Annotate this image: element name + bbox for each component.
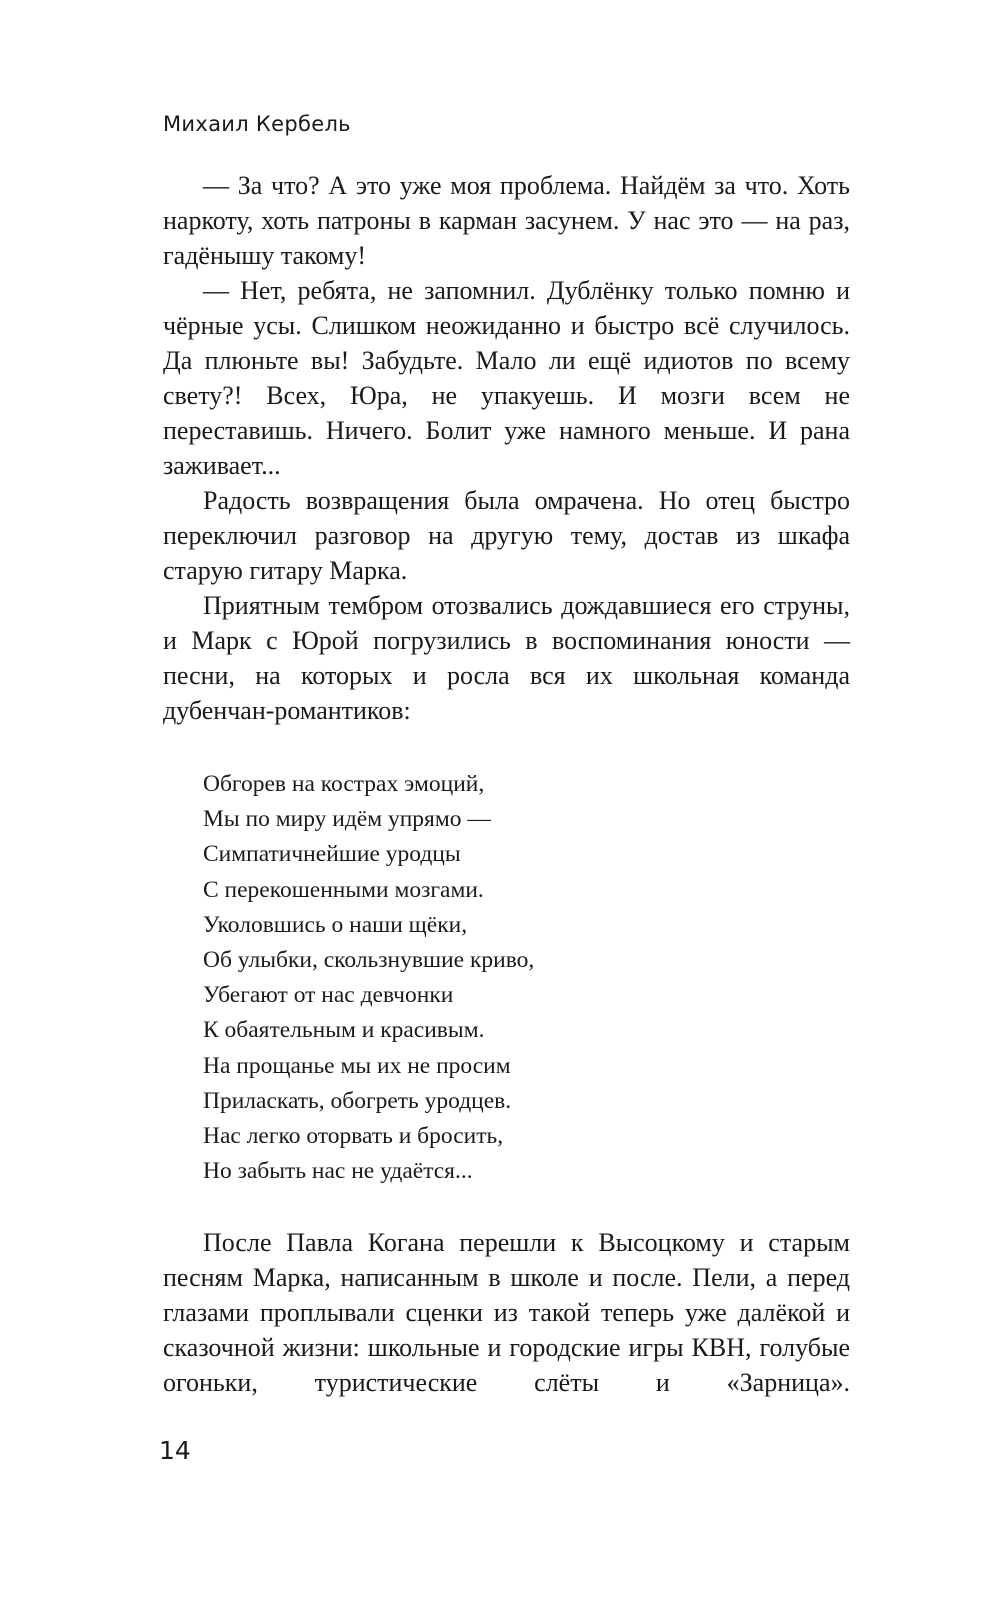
poem-line: Уколовшись о наши щёки, — [203, 911, 468, 938]
paragraph: Приятным тембром отозвались дождавшиеся его струны, и Марк с Юрой погрузились в воспоминания юности — песни, на которых и росла вся их школьная команда дубенчан-романтиков: — [163, 591, 850, 725]
poem-block — [203, 767, 534, 1189]
running-head-author: Михаил Кербель — [163, 112, 351, 136]
paragraph: — За что? А это уже моя проблема. Найдём за что. Хоть наркоту, хоть патроны в карман засунем. У нас это — на раз, гадёнышу такому! — [163, 171, 850, 270]
poem-line: Нас легко оторвать и бросить, — [203, 1123, 504, 1150]
poem-line: Симпатичнейшие уродцы — [203, 841, 461, 868]
poem-line: Убегают от нас девчонки — [203, 982, 454, 1009]
poem-line: Но забыть нас не удаётся... — [203, 1158, 473, 1185]
poem-line: Мы по миру идём упрямо — — [203, 806, 491, 833]
poem-line: Об улыбки, скользнувшие криво, — [203, 947, 535, 974]
closing-block — [163, 1225, 850, 1400]
poem-line: С перекошенными мозгами. — [203, 876, 484, 903]
poem-line: Приласкать, обогреть уродцев. — [203, 1087, 512, 1114]
closing-paragraph: После Павла Когана перешли к Высоцкому и старым песням Марка, написанным в школе и после. Пели, а перед глазами проплывали сценки из такой теперь уже далёкой и сказочной жизни: школьные и городские игры КВН, голубые огоньки, туристические слёты и «Зарница». — [163, 1228, 850, 1397]
poem-line: На прощанье мы их не просим — [203, 1052, 511, 1079]
paragraph: — Нет, ребята, не запомнил. Дублёнку только помню и чёрные усы. Слишком неожиданно и быстро всё случилось. Да плюньте вы! Забудьте. Мало ли ещё идиотов по всему свету?! Всех, Юра, не упакуешь. И мозги всем не переставишь. Ничего. Болит уже намного меньше. И рана заживает... — [163, 276, 850, 480]
page-number: 14 — [159, 1436, 191, 1465]
prose-block — [163, 168, 850, 728]
poem-line: Обгорев на кострах эмоций, — [203, 771, 485, 797]
paragraph: Радость возвращения была омрачена. Но отец быстро переключил разговор на другую тему, достав из шкафа старую гитару Марка. — [163, 486, 850, 585]
poem-line: К обаятельным и красивым. — [203, 1017, 485, 1044]
